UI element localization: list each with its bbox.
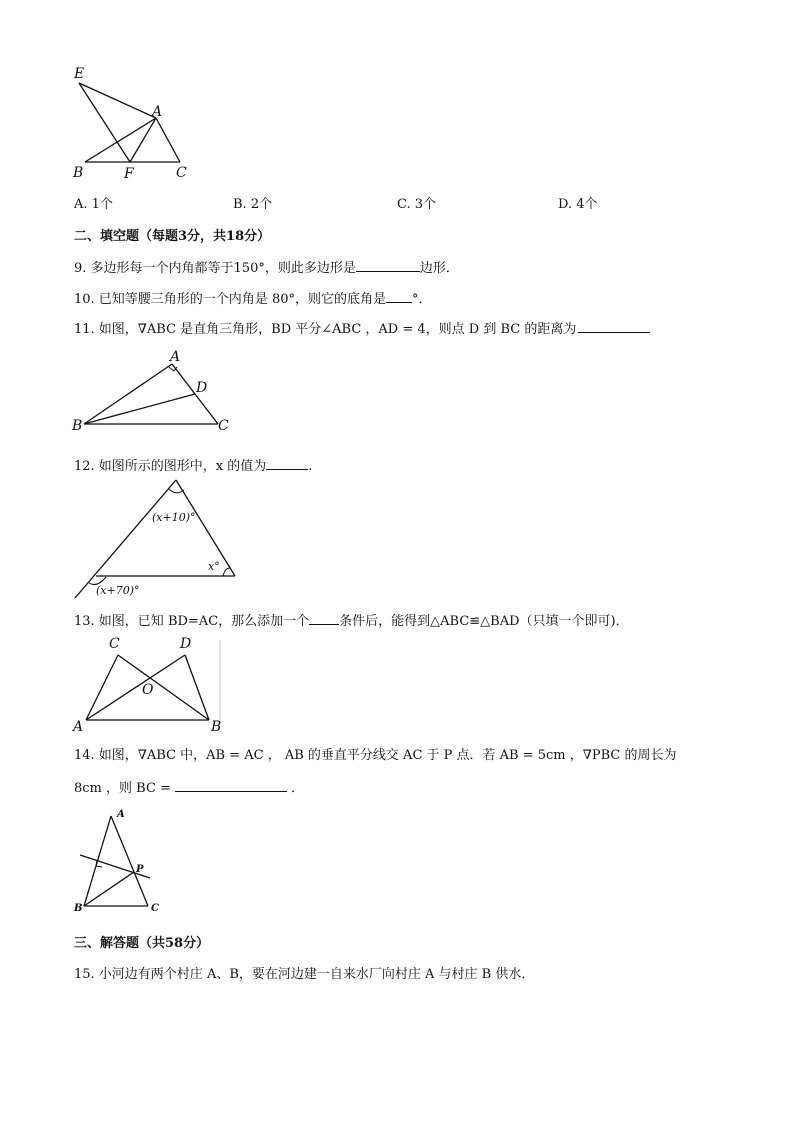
- q8-label-f: F: [124, 166, 134, 182]
- q12-prefix: 12. 如图所示的图形中，x 的值为: [74, 459, 267, 474]
- q14-suffix: ．: [286, 781, 305, 796]
- q8-label-e: E: [74, 66, 85, 82]
- q10-prefix: 10. 已知等腰三角形的一个内角是 80°，则它的底角是: [74, 292, 386, 307]
- q13-suffix: 条件后，能得到△ABC≌△BAD（只填一个即可)．: [339, 614, 629, 629]
- question-14-line-1: 14. 如图，∇ABC 中，AB = AC ， AB 的垂直平分线交 AC 于 P 点．若 AB = 5cm ，∇PBC 的周长为: [74, 748, 677, 763]
- q14-label-b: B: [74, 903, 83, 914]
- q13-label-o: O: [142, 682, 154, 698]
- q13-prefix: 13. 如图，已知 BD=AC，那么添加一个: [74, 614, 310, 629]
- q13-label-d: D: [180, 636, 192, 652]
- q12-label-top-angle: (x+10)°: [152, 511, 196, 524]
- section-3-title: 三、解答题（共58分）: [74, 936, 210, 951]
- q8-label-a: A: [152, 104, 163, 120]
- q11-label-d: D: [196, 380, 208, 396]
- q14-label-a: A: [117, 809, 125, 820]
- section-2-title: 二、填空题（每题3分，共18分）: [74, 229, 271, 244]
- question-15: 15. 小河边有两个村庄 A、B，要在河边建一自来水厂向村庄 A 与村庄 B 供水．: [74, 967, 535, 982]
- q13-label-a: A: [73, 719, 84, 735]
- q13-label-b: B: [211, 719, 222, 735]
- q11-label-c: C: [218, 418, 229, 434]
- q8-option-a: A. 1个: [74, 197, 113, 212]
- q8-label-c: C: [176, 165, 187, 181]
- q9-suffix: 边形．: [419, 261, 459, 276]
- q11-label-b: B: [72, 418, 83, 434]
- q12-label-exterior-angle: (x+70)°: [96, 584, 140, 597]
- q14-label-p: P: [136, 864, 144, 875]
- q9-prefix: 9. 多边形每一个内角都等于150°，则此多边形是: [74, 261, 356, 276]
- q8-option-d: D. 4个: [558, 197, 598, 212]
- q12-suffix: .: [308, 459, 313, 474]
- q13-label-c: C: [109, 636, 120, 652]
- q11-label-a: A: [170, 349, 181, 365]
- q14-prefix: 8cm ，则 BC =: [74, 781, 171, 796]
- q12-label-x: x°: [208, 560, 220, 573]
- q8-label-b: B: [73, 165, 84, 181]
- q11-text: 11. 如图，∇ABC 是直角三角形，BD 平分∠ABC ，AD = 4，则点 D 到 BC 的距离为: [74, 322, 577, 337]
- q8-option-b: B. 2个: [233, 197, 273, 212]
- q10-suffix: °．: [411, 292, 432, 307]
- q14-label-c: C: [151, 903, 159, 914]
- q8-option-c: C. 3个: [397, 197, 437, 212]
